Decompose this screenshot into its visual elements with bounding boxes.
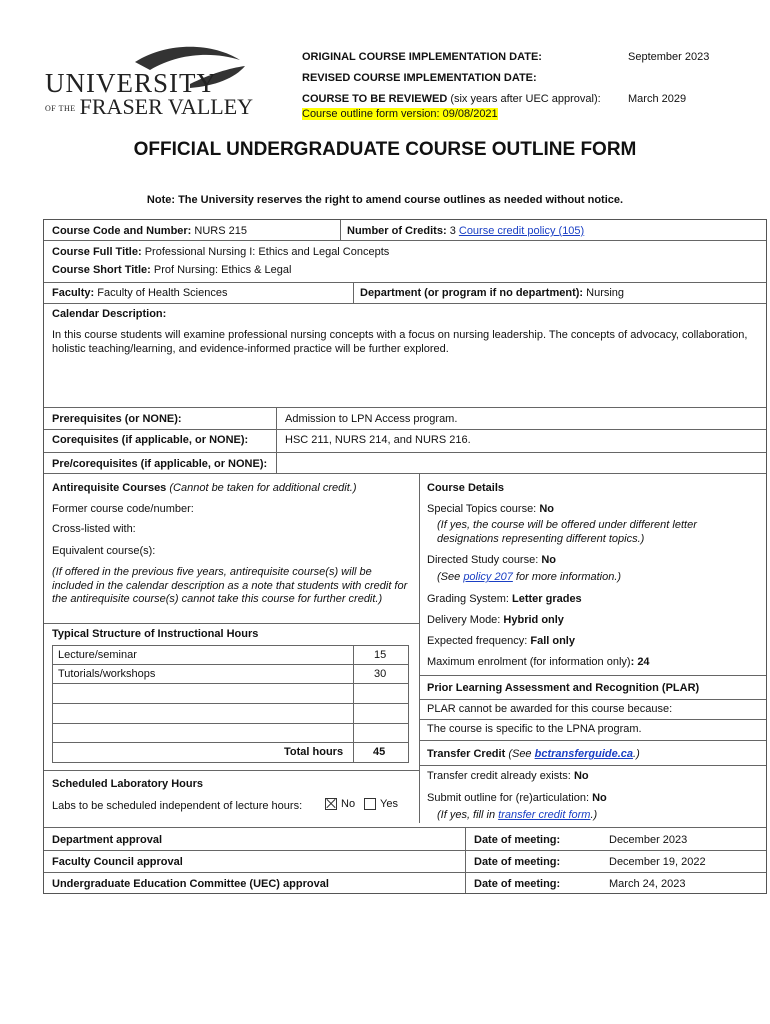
directed-study: Directed Study course: No [427,554,557,566]
max-enrolment: Maximum enrolment (for information only): 24 [427,656,650,668]
form-version: Course outline form version: 09/08/2021 [302,108,498,120]
course-details-label: Course Details [427,482,505,494]
special-topics-note: (If yes, the course will be offered under different letter designations representing different topics.) [437,519,697,545]
calendar-description-label: Calendar Description: [52,308,167,320]
lab-question: Labs to be scheduled independent of lecture hours: [52,800,303,812]
precorequisites-label: Pre/corequisites (if applicable, or NONE): [52,458,268,470]
meeting-date-label: Date of meeting: [474,856,561,868]
transfer-credit-label: Transfer Credit (See bctransferguide.ca.) [427,748,640,760]
plar-label: Prior Learning Assessment and Recognition (PLAR) [427,682,700,694]
corequisites-value: HSC 211, NURS 214, and NURS 216. [285,434,471,446]
antirequisite-label: Antirequisite Courses (Cannot be taken for additional credit.) [52,482,357,494]
submit-articulation: Submit outline for (re)articulation: No [427,792,607,804]
lab-hours-label: Scheduled Laboratory Hours [52,778,203,790]
meeting-date-label: Date of meeting: [474,878,561,890]
original-date-label: ORIGINAL COURSE IMPLEMENTATION DATE: [302,51,542,63]
course-outline-form [43,219,767,894]
plar-reason: PLAR cannot be awarded for this course because: [427,703,673,715]
equivalent-courses: Equivalent course(s): [52,545,156,557]
credits: Number of Credits: 3 Course credit policy (105) [347,225,585,237]
uec-approval: Undergraduate Education Committee (UEC) approval [52,878,329,890]
expected-frequency: Expected frequency: Fall only [427,635,575,647]
delivery-mode: Delivery Mode: Hybrid only [427,614,564,626]
meeting-date: December 19, 2022 [609,856,706,868]
policy-207-link[interactable]: policy 207 [463,571,513,583]
logo-fraser-valley: OF THE FRASER VALLEY [45,94,254,119]
course-full-title: Course Full Title: Professional Nursing I: Ethics and Legal Concepts [52,246,390,258]
faculty-council-approval: Faculty Council approval [52,856,183,868]
hours-row-name: Lecture/seminar [58,649,137,661]
department-approval: Department approval [52,834,163,846]
submit-articulation-note: (If yes, fill in transfer credit form.) [437,809,598,821]
corequisites-label: Corequisites (if applicable, or NONE): [52,434,249,446]
total-hours-label: Total hours [284,746,344,758]
department: Department (or program if no department): Nursing [360,287,625,299]
transfer-credit-form-link[interactable]: transfer credit form [498,809,591,821]
plar-detail: The course is specific to the LPNA program. [427,723,642,735]
review-date-label: COURSE TO BE REVIEWED (six years after UEC approval): [302,93,601,105]
prerequisites-value: Admission to LPN Access program. [285,413,458,425]
antirequisite-note: (If offered in the previous five years, antirequisite course(s) will be included in the calendar description as a note that students with credit for the antirequisite course(s) cannot take this course for further credit.) [52,566,408,605]
review-date-value: March 2029 [628,93,687,105]
page-title: OFFICIAL UNDERGRADUATE COURSE OUTLINE FORM [133,139,637,160]
checked-checkbox-icon[interactable] [325,798,337,810]
revised-date-label: REVISED COURSE IMPLEMENTATION DATE: [302,72,537,84]
hours-row-value: 30 [374,668,387,680]
cross-listed: Cross-listed with: [52,523,136,535]
instructional-hours-label: Typical Structure of Instructional Hours [52,628,259,640]
former-course-code: Former course code/number: [52,503,194,515]
checkbox-icon[interactable] [364,798,376,810]
total-hours-value: 45 [373,746,386,758]
grading-system: Grading System: Letter grades [427,593,582,605]
lab-yes-option[interactable]: Yes [364,798,398,810]
course-short-title: Course Short Title: Prof Nursing: Ethics & Legal [52,264,292,276]
calendar-description: In this course students will examine professional nursing concepts with a focus on nursing leadership. The concepts of advocacy, collaboration, holistic teaching/learning, and evidence-informed practice will be further explored. [52,329,748,355]
credit-policy-link[interactable]: Course credit policy (105) [458,225,585,237]
amendment-note: Note: The University reserves the right to amend course outlines as needed without notice. [146,194,624,206]
hours-table [52,645,409,763]
meeting-date-label: Date of meeting: [474,834,561,846]
hours-row-name: Tutorials/workshops [58,668,156,680]
directed-study-note: (See policy 207 for more information.) [437,571,622,583]
lab-no-option[interactable]: No [325,798,355,810]
logo-university: UNIVERSITY [45,68,217,98]
prerequisites-label: Prerequisites (or NONE): [52,413,182,425]
faculty: Faculty: Faculty of Health Sciences [52,287,228,299]
special-topics: Special Topics course: No [427,503,554,515]
original-date-value: September 2023 [628,51,710,63]
meeting-date: March 24, 2023 [609,878,686,890]
meeting-date: December 2023 [609,834,688,846]
hours-row-value: 15 [374,649,387,661]
transfer-exists: Transfer credit already exists: No [427,770,589,782]
bctransferguide-link[interactable]: bctransferguide.ca [534,748,634,760]
course-code: Course Code and Number: NURS 215 [52,225,247,237]
